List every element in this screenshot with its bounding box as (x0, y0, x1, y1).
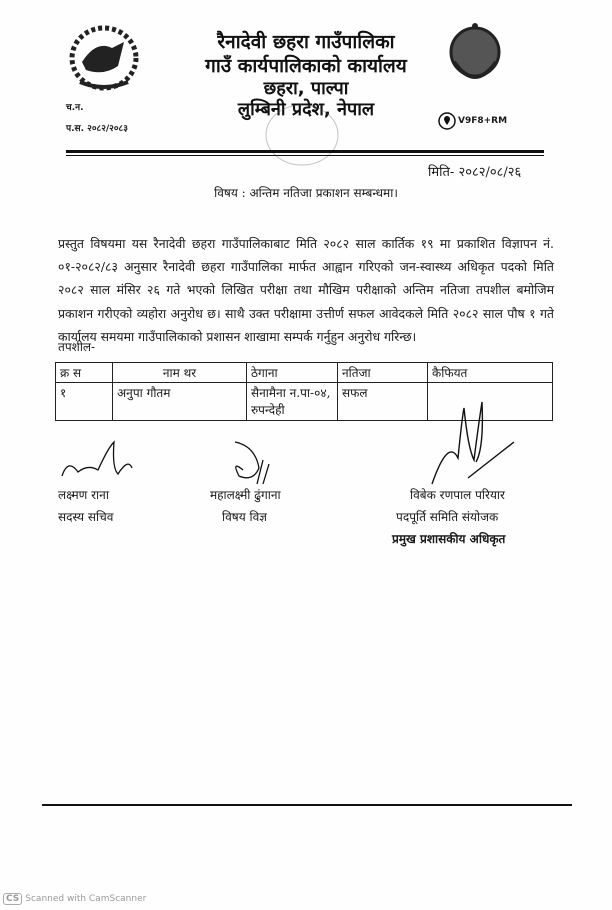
col-remarks: कैफियत (428, 363, 553, 383)
map-pin-icon (438, 112, 456, 130)
camscanner-watermark (3, 893, 146, 905)
camscanner-text: Scanned with CamScanner (25, 894, 147, 904)
cell-result: सफल (338, 383, 428, 421)
header-divider-thin (66, 155, 544, 156)
cell-address: सैनामैना न.पा-०४, रुपन्देही (247, 383, 338, 421)
header-divider (66, 150, 544, 153)
col-address: ठेगाना (247, 363, 338, 383)
cell-serial: १ (56, 383, 113, 421)
header-line-3: छहरा, पाल्पा (263, 78, 349, 99)
signatory-1-name: लक्ष्मण राना (58, 488, 109, 502)
col-result: नतिजा (338, 363, 428, 383)
signature-2 (225, 440, 275, 486)
footer-divider (42, 804, 572, 806)
subject-line: विषय : अन्तिम नतिजा प्रकाशन सम्बन्धमा। (214, 186, 398, 200)
header-line-1: रैनादेवी छहरा गाउँपालिका (217, 31, 395, 53)
col-serial: क्र स (56, 363, 113, 383)
signature-1 (58, 438, 138, 483)
pa-sa-label: प.स. २०८२/२०८३ (66, 124, 128, 134)
tapashil-label: तपशील- (58, 340, 96, 354)
cha-na-label: च.न. (66, 103, 84, 113)
office-stamp (262, 100, 342, 170)
location-code: V9F8+RM (458, 116, 508, 126)
signatory-3-name: विबेक रणपाल परियार (410, 488, 505, 502)
signatory-2-title: विषय विज्ञ (222, 510, 267, 524)
table-header-row (56, 363, 553, 383)
camscanner-logo: CS (3, 893, 22, 905)
letter-date: मिति- २०८२/०८/२६ (428, 165, 522, 180)
signatory-1-title: सदस्य सचिव (58, 510, 114, 524)
header-line-4: लुम्बिनी प्रदेश, नेपाल (237, 99, 375, 120)
cell-name: अनुपा गौतम (113, 383, 247, 421)
body-paragraph: प्रस्तुत विषयमा यस रैनादेवी छहरा गाउँपालिकाबाट मिति २०८२ साल कार्तिक १९ मा प्रकाशित विज्ञापन नं. ०१-२०८२/८३ अनुसार रैनादेवी छहरा गाउँपालिका मार्फत आह्वान गरिएको जन-स्वास्थ्य अधिकृत पदको मिति २०८२ साल मंसिर २६ गते भएको लिखित परीक्षा तथा मौखिम परीक्षाको अन्तिम नतिजा तपशील बमोजिम प्रकाशन गरीएको व्यहोरा अनुरोध छ। साथै उक्त परीक्षामा उत्तीर्ण सफल आवेदकले मिति २०८२ साल पौष १ गते कार्यालय समयमा गाउँपालिकाको प्रशासन शाखामा सम्पर्क गर्नुहुन अनुरोध गरिन्छ। (58, 236, 554, 344)
signatory-3-title: पदपूर्ति समिति संयोजक (396, 510, 499, 524)
header-line-2: गाउँ कार्यपालिकाको कार्यालय (205, 55, 407, 77)
signature-3 (418, 398, 518, 490)
col-name: नाम थर (113, 363, 247, 383)
signatory-2-name: महालक्ष्मी ढुंगाना (210, 488, 281, 502)
signatory-3-title-2: प्रमुख प्रशासकीय अधिकृत (392, 532, 506, 546)
